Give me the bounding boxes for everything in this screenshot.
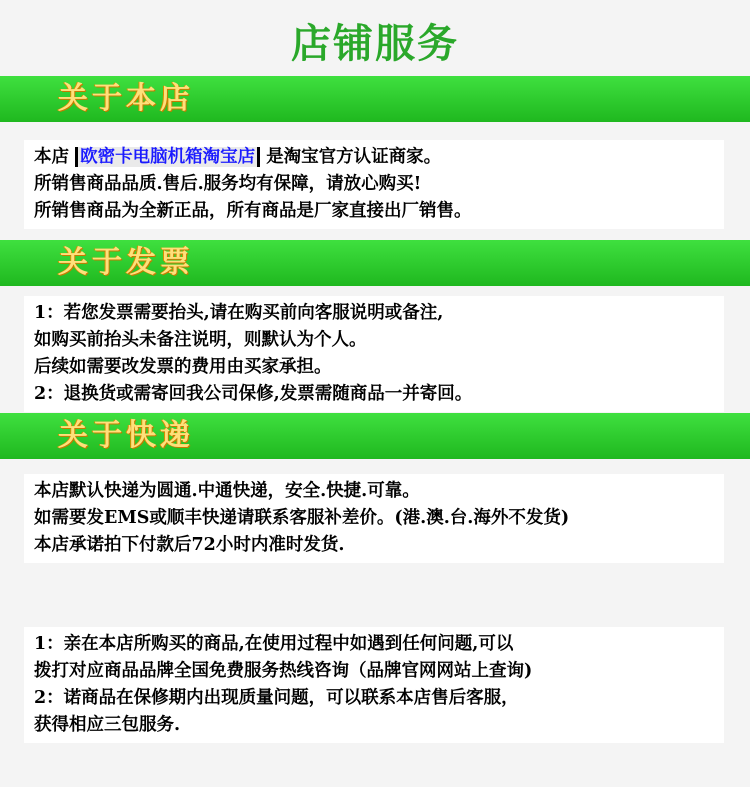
page-title: 店铺服务 xyxy=(291,21,459,67)
text-line: 2：退换货或需寄回我公司保修,发票需随商品一并寄回。 xyxy=(34,384,473,404)
text-line: 拨打对应商品品牌全国免费服务热线咨询（品牌官网网站上查询) xyxy=(34,661,533,681)
warranty-text xyxy=(24,627,724,743)
text-line: 2：诺商品在保修期内出现质量问题，可以联系本店售后客服， xyxy=(34,688,519,708)
text-line: 获得相应三包服务. xyxy=(34,715,181,735)
store-intro-prefix: 本店 xyxy=(34,147,69,167)
store-intro-suffix: 是淘宝官方认证商家。 xyxy=(266,147,442,167)
section-header-about-store xyxy=(0,76,750,122)
about-shipping-text xyxy=(24,474,724,563)
text-line: 后续如需要改发票的费用由买家承担。 xyxy=(34,357,332,377)
text-line: 所销售商品品质.售后.服务均有保障，请放心购买! xyxy=(34,174,422,194)
section-header-about-invoice xyxy=(0,240,750,286)
text-line: 1：亲在本店所购买的商品,在使用过程中如遇到任何问题,可以 xyxy=(34,634,514,654)
text-line: 本店默认快递为圆通.中通快递，安全.快捷.可靠。 xyxy=(34,481,420,501)
store-intro-line xyxy=(34,144,714,171)
text-line: 本店承诺拍下付款后72小时内准时发货. xyxy=(34,535,345,555)
text-line: 1：若您发票需要抬头,请在购买前向客服说明或备注, xyxy=(34,303,444,323)
section-header-about-shipping xyxy=(0,413,750,459)
about-invoice-text xyxy=(24,296,724,412)
about-store-text xyxy=(24,140,724,229)
store-name-link[interactable]: 欧密卡电脑机箱淘宝店 xyxy=(75,147,260,167)
text-line: 如购买前抬头未备注说明，则默认为个人。 xyxy=(34,330,367,350)
section-heading: 关于本店 xyxy=(58,81,194,116)
text-line: 所销售商品为全新正品，所有商品是厂家直接出厂销售。 xyxy=(34,201,472,221)
text-line: 如需要发EMS或顺丰快递请联系客服补差价。(港.澳.台.海外不发货) xyxy=(34,508,570,528)
section-heading: 关于快递 xyxy=(58,418,194,453)
section-heading: 关于发票 xyxy=(58,245,194,280)
